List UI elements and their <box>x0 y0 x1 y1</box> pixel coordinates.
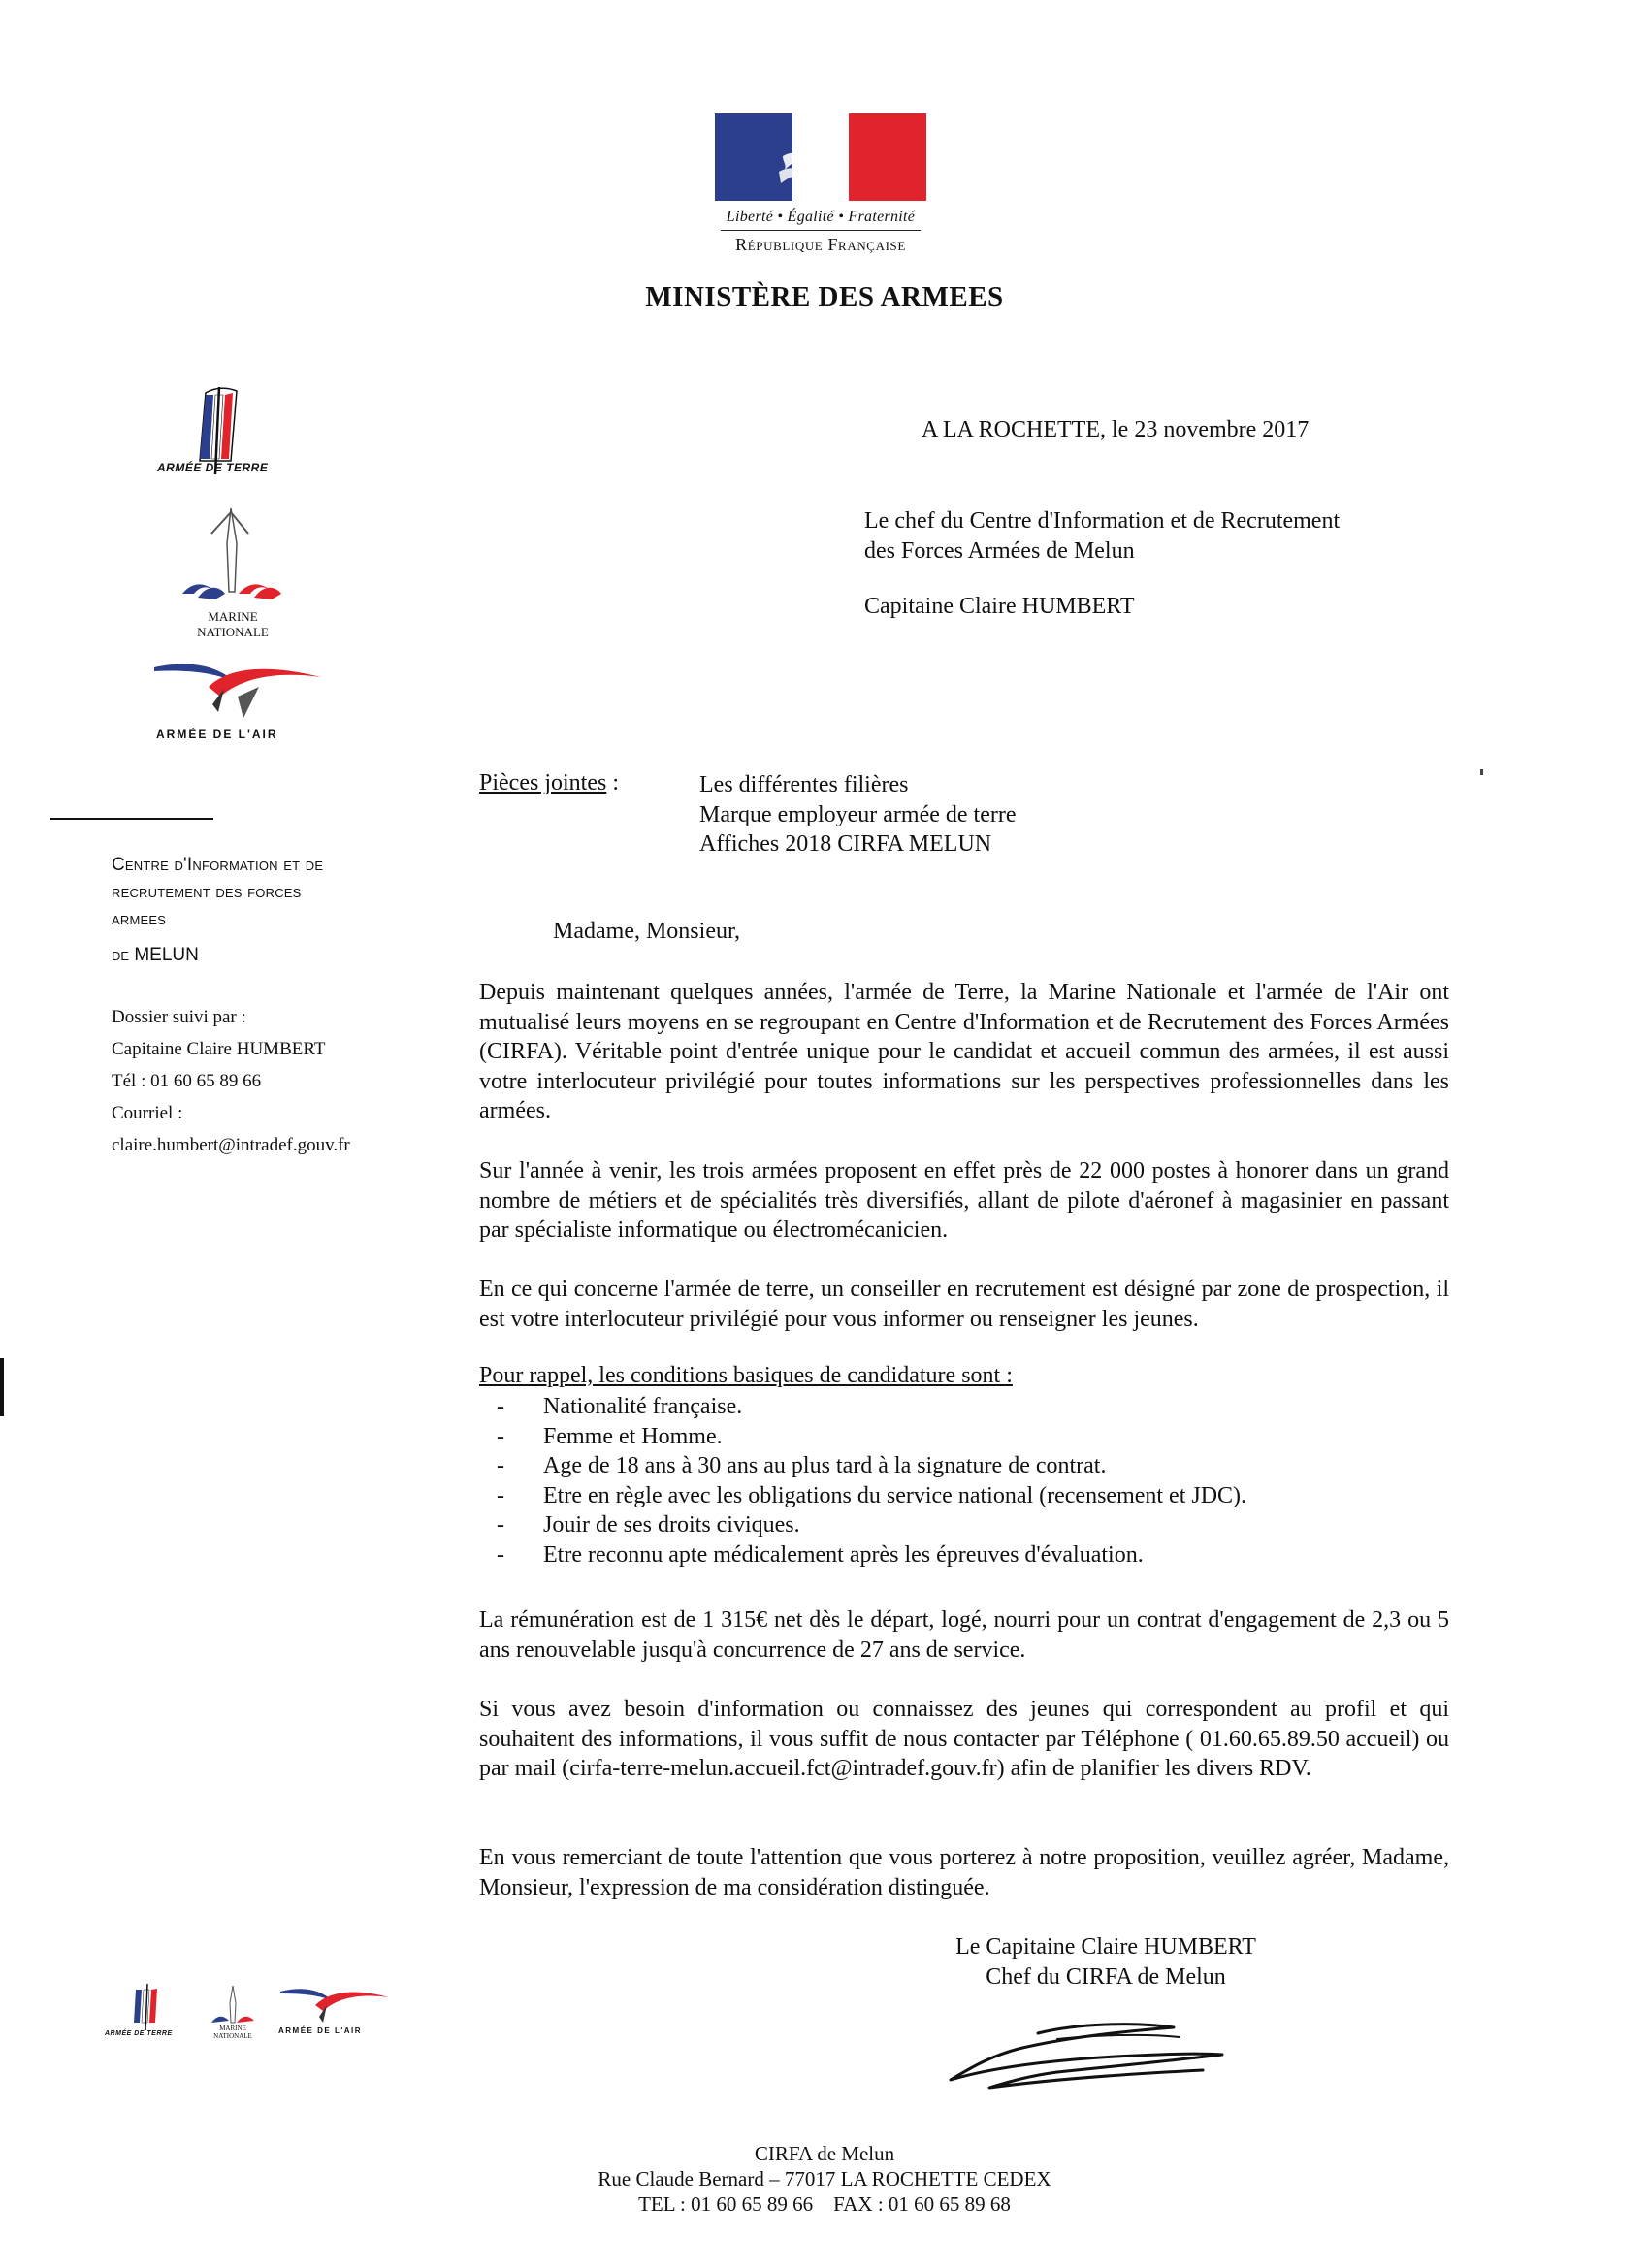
conditions-list <box>479 1392 1246 1570</box>
armee-de-terre-emblem-icon <box>105 1984 198 2032</box>
left-divider <box>50 818 213 820</box>
centre-city: de MELUN <box>112 945 199 965</box>
attachments-colon: : <box>606 770 619 795</box>
attachment-item: Marque employeur armée de terre <box>699 801 1017 827</box>
centre-title-line-3: armees <box>112 909 167 929</box>
footer-terre-logo <box>105 1984 198 2037</box>
conditions-title: Pour rappel, les conditions basiques de candidature sont : <box>479 1363 1013 1388</box>
marine-nationale-anchor-icon <box>204 1984 262 2026</box>
footer-terre-label: ARMÉE DE TERRE <box>105 2030 173 2037</box>
attachment-item: Les différentes filières <box>699 772 909 797</box>
condition-text: Etre en règle avec les obligations du service national (recensement et JDC). <box>543 1482 1247 1508</box>
condition-text: Femme et Homme. <box>543 1423 723 1449</box>
sender-title <box>864 506 1340 566</box>
republique-francaise: République Française <box>735 235 906 254</box>
paragraph-remuneration: La rémunération est de 1 315€ net dès le départ, logé, nourri pour un contrat d'engagement de 2,3 ou 5 ans renouvelable jusqu'à concurrence de 27 ans de service. <box>479 1607 1449 1663</box>
signatory-name: Le Capitaine Claire HUMBERT <box>955 1934 1256 1960</box>
sender-info-column <box>112 852 422 1161</box>
signatory-role: Chef du CIRFA de Melun <box>986 1963 1226 1990</box>
marine-nationale-anchor-icon <box>165 504 301 605</box>
paragraph-cirfa: Depuis maintenant quelques années, l'armée de Terre, la Marine Nationale et l'armée de l'Air ont mutualisé leurs moyens en se regroupant en Centre d'Information et de Recrutement des Forces Armées (CIRFA). Véritable point d'entrée unique pour le candidat et accueil commun des armées, il est aussi votre interlocuteur privilégié pour toutes informations sur les perspectives professionnelles dans les armées. <box>479 980 1449 1123</box>
condition-item: - Age de 18 ans à 30 ans au plus tard à la signature de contrat. <box>497 1453 1107 1478</box>
footer-air-logo <box>276 1984 393 2035</box>
condition-item: - Etre en règle avec les obligations du service national (recensement et JDC). <box>497 1482 1247 1508</box>
condition-item: - Nationalité française. <box>497 1394 743 1419</box>
armee-de-l-air-wing-icon <box>276 1984 393 2026</box>
motto-divider <box>721 230 921 231</box>
letter-date: A LA ROCHETTE, le 23 novembre 2017 <box>922 417 1310 442</box>
attachments-list <box>699 770 1017 859</box>
footer-air-label: ARMÉE DE L'AIR <box>278 2026 363 2035</box>
marianne-logo <box>715 113 926 255</box>
condition-text: Age de 18 ans à 30 ans au plus tard à la signature de contrat. <box>543 1453 1107 1478</box>
attachments-label <box>479 770 619 796</box>
ministere-title: MINISTÈRE DES ARMEES <box>645 281 1004 312</box>
marine-nationale-logo <box>165 504 301 639</box>
footer-marine-label: MARINE NATIONALE <box>213 2025 252 2040</box>
centre-title-line-2: recrutement des forces <box>112 882 302 902</box>
footer-address <box>0 2141 1649 2217</box>
footer-marine-logo <box>204 1984 262 2040</box>
attachment-item: Affiches 2018 CIRFA MELUN <box>699 831 992 857</box>
salutation: Madame, Monsieur, <box>553 919 740 944</box>
dossier-name: Capitaine Claire HUMBERT <box>112 1039 326 1059</box>
footer-line: TEL : 01 60 65 89 66 FAX : 01 60 65 89 68 <box>638 2192 1011 2216</box>
armee-de-l-air-wing-icon <box>150 658 325 726</box>
email-label: Courriel : <box>112 1103 183 1123</box>
handwritten-signature <box>931 2010 1261 2097</box>
paragraph-contact: Si vous avez besoin d'information ou connaissez des jeunes qui correspondent au profil et qui souhaitent des informations, il vous suffit de nous contacter par Téléphone ( 01.60.65.89.50 accueil) ou par mail (cirfa-terre-melun.accueil.fct@intradef.gouv.fr) afin de planifier les divers RDV. <box>479 1697 1449 1781</box>
attachments-label-text: Pièces jointes <box>479 770 607 795</box>
armee-de-l-air-label: ARMÉE DE L'AIR <box>156 728 278 741</box>
marine-nationale-label: MARINE NATIONALE <box>197 609 269 639</box>
paragraph-closing: En vous remerciant de toute l'attention que vous porterez à notre proposition, veuillez agréer, Madame, Monsieur, l'expression de ma considération distinguée. <box>479 1845 1449 1900</box>
paragraph-conseiller: En ce qui concerne l'armée de terre, un conseiller en recrutement est désigné par zone de prospection, il est votre interlocuteur privilégié pour vous informer ou renseigner les jeunes. <box>479 1277 1449 1332</box>
sender-title-line-2: des Forces Armées de Melun <box>864 537 1135 564</box>
signature-block <box>902 1932 1310 1992</box>
centre-title-line-1: Centre d'Information et de <box>112 855 324 875</box>
armee-de-terre-logo <box>155 385 291 483</box>
contact-block <box>112 1001 422 1161</box>
sender-name: Capitaine Claire HUMBERT <box>864 594 1135 619</box>
armee-de-terre-label: ARMÉE DE TERRE <box>157 461 269 474</box>
condition-item: - Etre reconnu apte médicalement après les épreuves d'évaluation. <box>497 1541 1144 1568</box>
dossier-label: Dossier suivi par : <box>112 1007 246 1027</box>
footer-line: Rue Claude Bernard – 77017 LA ROCHETTE CEDEX <box>598 2167 1051 2190</box>
condition-item: - Femme et Homme. <box>497 1423 723 1449</box>
sender-title-line-1: Le chef du Centre d'Information et de Recrutement <box>864 508 1341 534</box>
condition-item: - Jouir de ses droits civiques. <box>497 1512 800 1538</box>
contact-email: claire.humbert@intradef.gouv.fr <box>112 1135 350 1155</box>
scan-speck <box>1480 769 1483 775</box>
motto: Liberté • Égalité • Fraternité <box>726 209 916 225</box>
footer-line: CIRFA de Melun <box>754 2142 895 2165</box>
armee-de-l-air-logo <box>150 658 325 741</box>
paragraph-postes: Sur l'année à venir, les trois armées proposent en effet près de 22 000 postes à honorer dans un grand nombre de métiers et de spécialités très diversifiés, allant de pilote d'aéronef à magasinier en passant par spécialiste informatique ou électromécanicien. <box>479 1158 1449 1243</box>
contact-phone: Tél : 01 60 65 89 66 <box>112 1071 262 1091</box>
marianne-flag-icon <box>715 113 926 201</box>
scan-edge-mark <box>0 1358 4 1416</box>
condition-text: Etre reconnu apte médicalement après les épreuves d'évaluation. <box>543 1541 1144 1568</box>
condition-text: Jouir de ses droits civiques. <box>543 1512 800 1538</box>
condition-text: Nationalité française. <box>543 1394 743 1419</box>
